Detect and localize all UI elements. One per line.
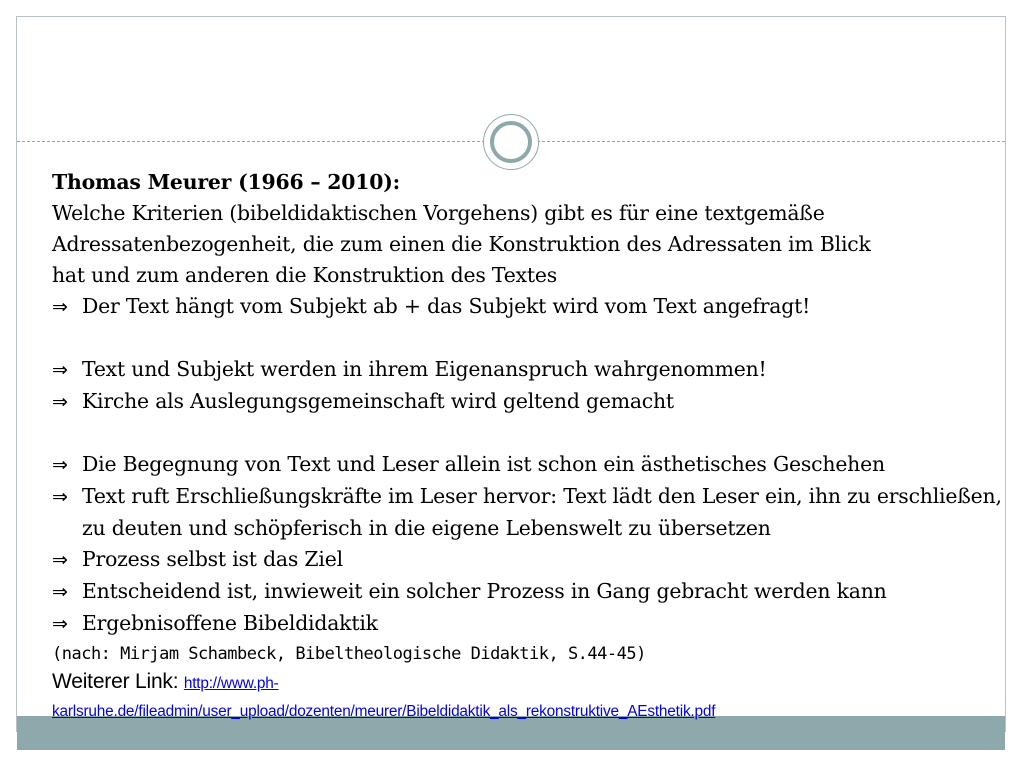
- implies-arrow-icon: ⇒: [52, 613, 68, 635]
- implies-arrow-icon: ⇒: [52, 359, 68, 381]
- implies-arrow-icon: ⇒: [52, 486, 68, 508]
- bullet-text: Der Text hängt vom Subjekt ab + das Subjekt wird vom Text angefragt!: [82, 294, 811, 318]
- bullet-point: [52, 544, 1002, 576]
- implies-arrow-icon: ⇒: [52, 454, 68, 476]
- spacer: [52, 418, 1002, 449]
- implies-arrow-icon: ⇒: [52, 549, 68, 571]
- implies-arrow-icon: ⇒: [52, 581, 68, 603]
- bullet-text: Ergebnisoffene Bibeldidaktik: [82, 611, 378, 635]
- external-link-part1[interactable]: http://www.ph-: [183, 675, 279, 692]
- bullet-text: Entscheidend ist, inwieweit ein solcher Prozess in Gang gebracht werden kann: [82, 579, 887, 603]
- implies-arrow-icon: ⇒: [52, 391, 68, 413]
- bullet-point: [52, 576, 1002, 608]
- link-label: Weiterer Link:: [52, 670, 179, 693]
- bullet-text: Prozess selbst ist das Ziel: [82, 547, 343, 571]
- link-row: [52, 668, 1002, 697]
- bullet-point: [52, 481, 1022, 544]
- bullet-point: [52, 354, 1002, 386]
- question-line: hat und zum anderen die Konstruktion des Textes: [52, 263, 557, 287]
- bullet-text: Die Begegnung von Text und Leser allein ist schon ein ästhetisches Geschehen: [82, 452, 885, 476]
- spacer: [52, 323, 1002, 354]
- bullet-point: [52, 608, 1002, 640]
- bullet-text: Text und Subjekt werden in ihrem Eigenanspruch wahrgenommen!: [82, 357, 767, 381]
- slide-body: [52, 167, 1002, 725]
- question-line: Adressatenbezogenheit, die zum einen die Konstruktion des Adressaten im Blick: [52, 232, 871, 256]
- bullet-point: [52, 449, 1002, 481]
- source-citation: (nach: Mirjam Schambeck, Bibeltheologische Didaktik, S.44-45): [52, 644, 646, 664]
- bullet-point: [52, 386, 1002, 418]
- bullet-text: Kirche als Auslegungsgemeinschaft wird geltend gemacht: [82, 389, 674, 413]
- heading: Thomas Meurer (1966 – 2010):: [52, 170, 401, 194]
- circle-ornament-ring: [490, 121, 532, 163]
- bullet-point: [52, 291, 1002, 323]
- link-row-continued: [52, 697, 1002, 725]
- bullet-text: Text ruft Erschließungskräfte im Leser hervor: Text lädt den Leser ein, ihn zu erschließen, zu deuten und schöpferisch in die eigene Lebenswelt zu übersetzen: [82, 484, 1002, 540]
- circle-ornament: [483, 114, 539, 170]
- implies-arrow-icon: ⇒: [52, 296, 68, 318]
- external-link-part2[interactable]: karlsruhe.de/fileadmin/user_upload/dozenten/meurer/Bibeldidaktik_als_rekonstruktive_AEsthetik.pdf: [52, 703, 716, 720]
- question-line: Welche Kriterien (bibeldidaktischen Vorgehens) gibt es für eine textgemäße: [52, 201, 825, 225]
